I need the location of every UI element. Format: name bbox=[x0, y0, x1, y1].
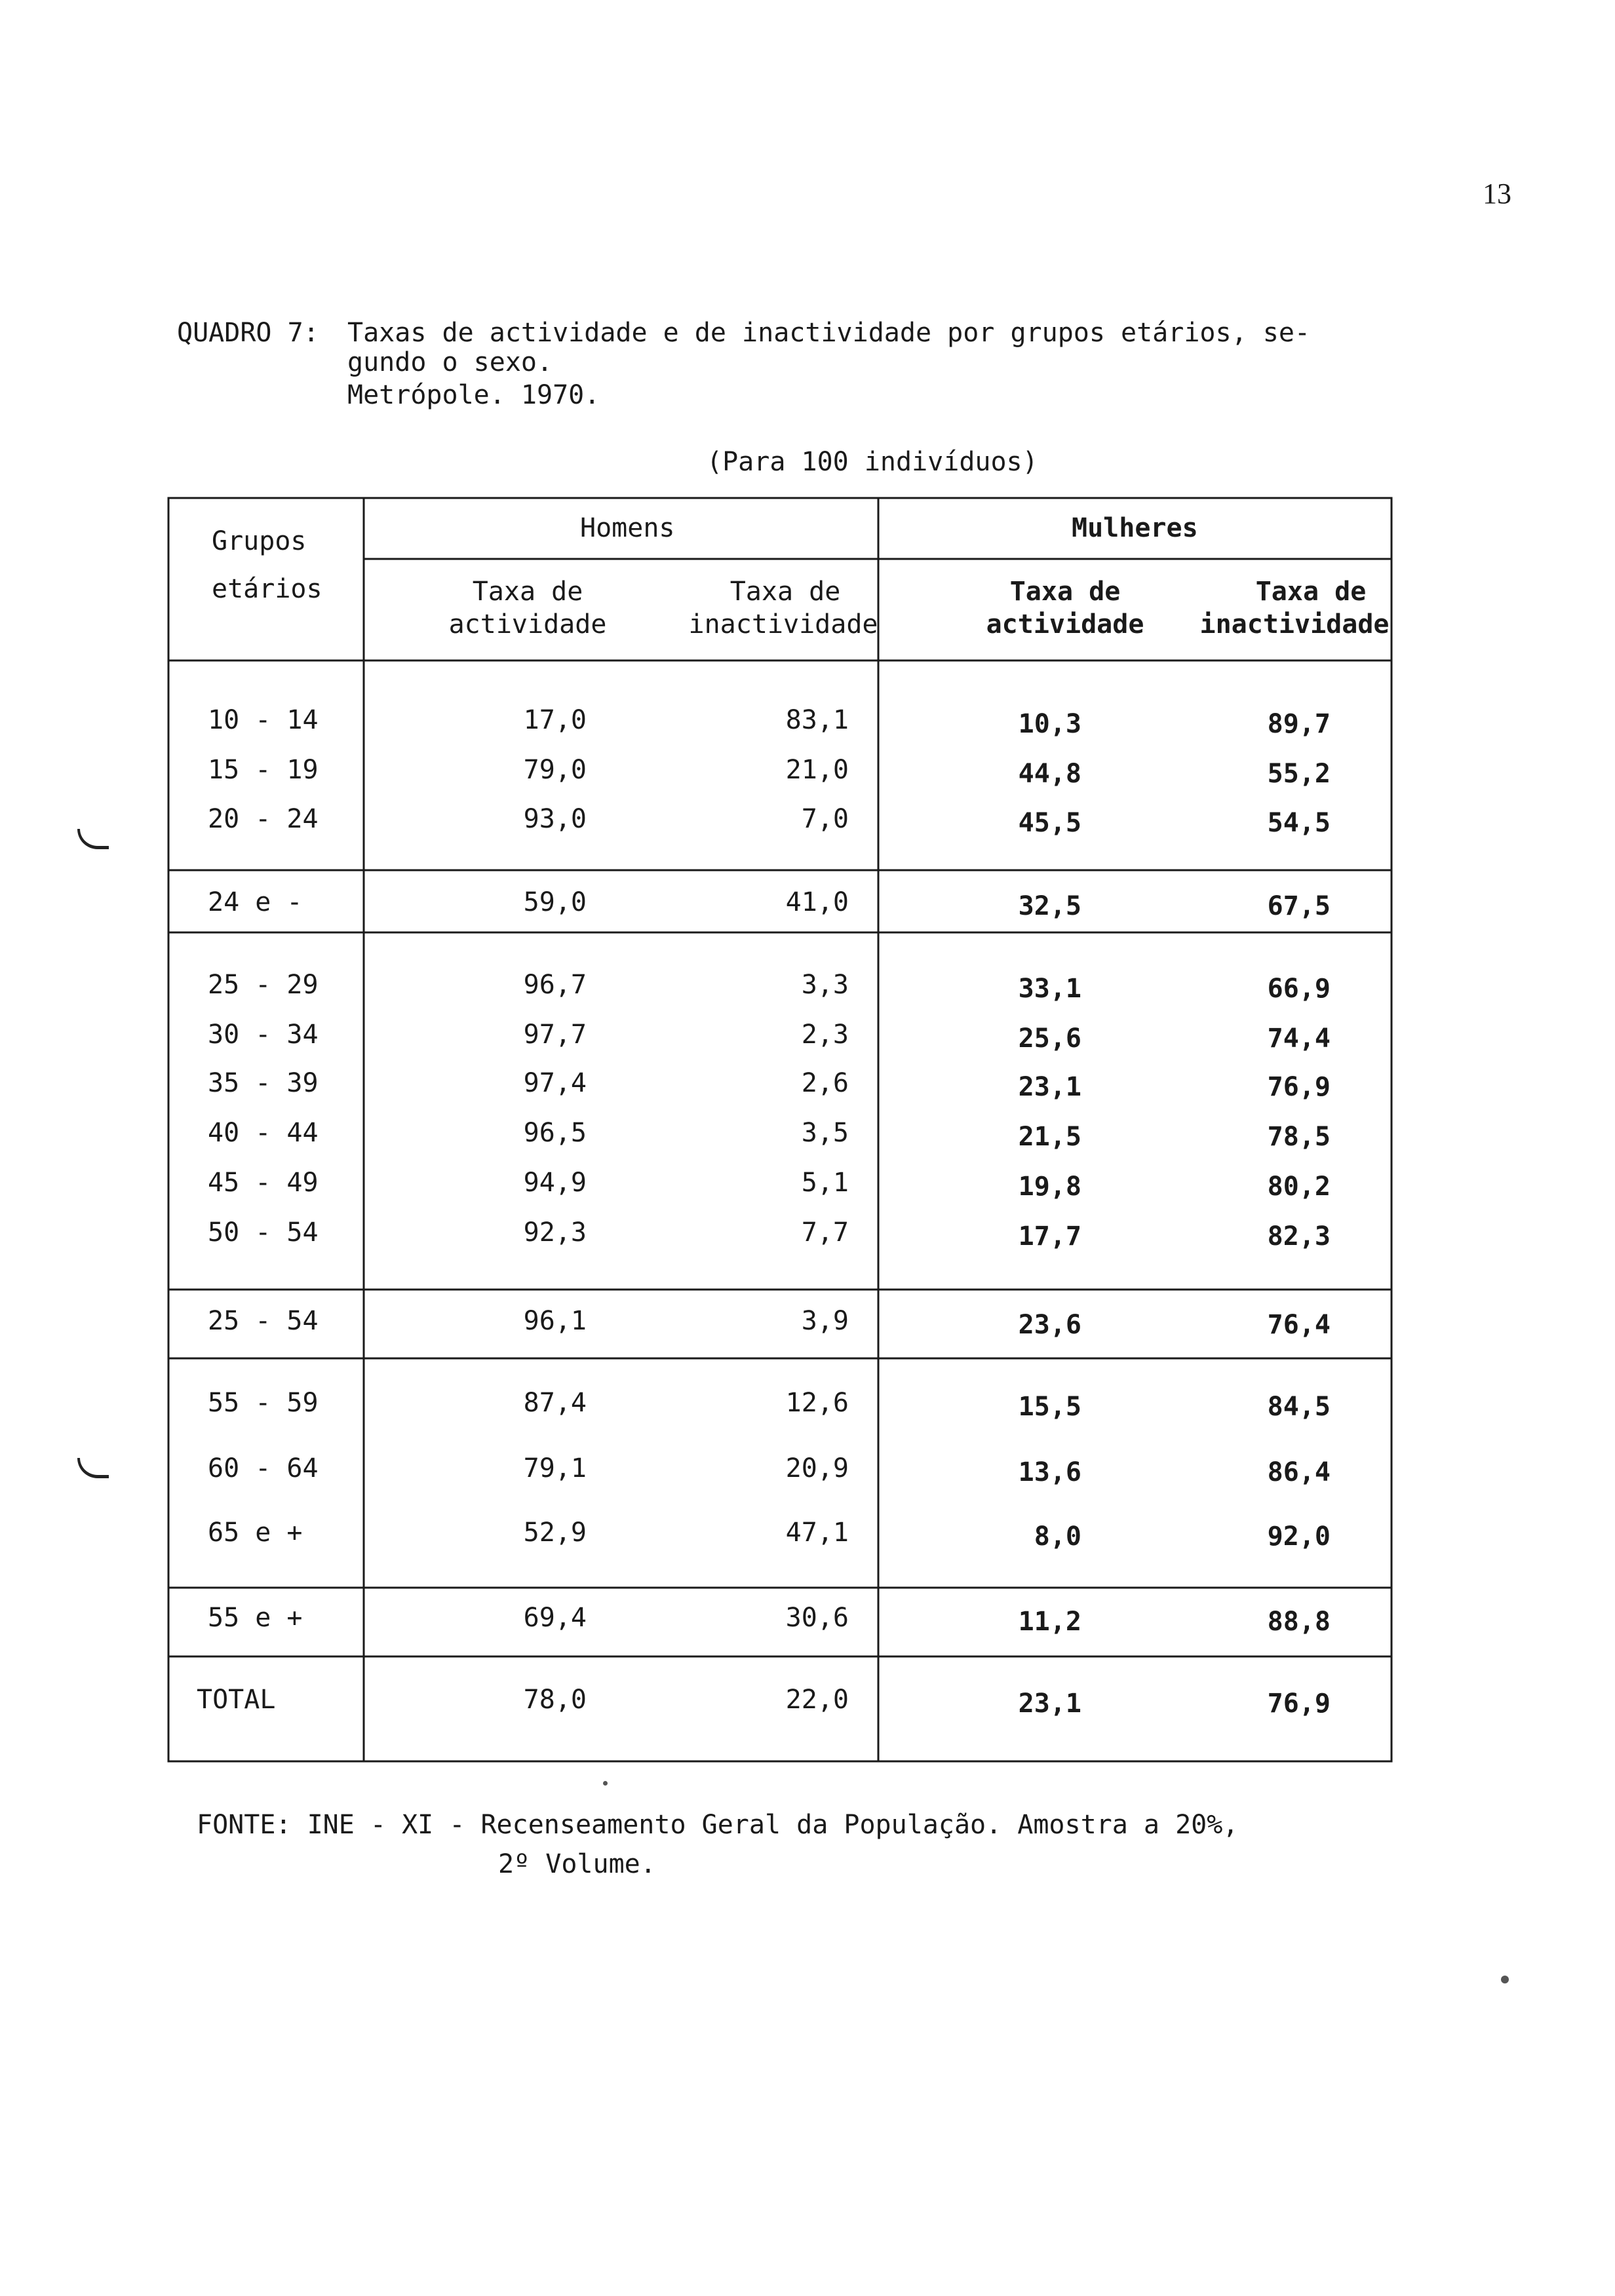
cell-homens-activity: 69,4 bbox=[523, 1603, 587, 1633]
cell-age-group: 55 - 59 bbox=[208, 1388, 319, 1418]
cell-age-group: 30 - 34 bbox=[208, 1020, 319, 1050]
cell-age-group: 25 - 29 bbox=[208, 970, 319, 1000]
cell-homens-activity: 87,4 bbox=[523, 1388, 587, 1418]
cell-homens-activity: 96,5 bbox=[523, 1118, 587, 1148]
cell-homens-activity: 17,0 bbox=[523, 705, 587, 735]
cell-age-group: 45 - 49 bbox=[208, 1168, 319, 1198]
cell-mulheres-activity: 33,1 bbox=[1018, 974, 1081, 1004]
cell-mulheres-inactivity: 66,9 bbox=[1267, 974, 1331, 1004]
cell-homens-inactivity: 21,0 bbox=[785, 755, 849, 785]
cell-age-group: 15 - 19 bbox=[208, 755, 319, 785]
cell-mulheres-inactivity: 78,5 bbox=[1267, 1122, 1331, 1152]
group-header-homens: Homens bbox=[580, 513, 675, 543]
cell-homens-activity: 78,0 bbox=[523, 1685, 587, 1715]
cell-homens-inactivity: 2,3 bbox=[801, 1020, 849, 1050]
punch-hole-mark bbox=[77, 1458, 109, 1478]
cell-mulheres-inactivity: 92,0 bbox=[1267, 1521, 1331, 1552]
cell-homens-inactivity: 5,1 bbox=[801, 1168, 849, 1198]
cell-mulheres-activity: 13,6 bbox=[1018, 1457, 1081, 1487]
cell-mulheres-activity: 45,5 bbox=[1018, 808, 1081, 838]
cell-mulheres-inactivity: 88,8 bbox=[1267, 1607, 1331, 1637]
subheader-homens-inactivity-2: inactividade bbox=[688, 609, 878, 640]
subheader-homens-inactivity-1: Taxa de bbox=[730, 577, 841, 607]
group-header-mulheres: Mulheres bbox=[1072, 513, 1198, 543]
table-caption-line-3: Metrópole. 1970. bbox=[347, 380, 600, 410]
unit-note: (Para 100 indivíduos) bbox=[707, 447, 1038, 477]
cell-homens-activity: 52,9 bbox=[523, 1518, 587, 1548]
cell-homens-activity: 59,0 bbox=[523, 887, 587, 917]
cell-mulheres-inactivity: 76,9 bbox=[1267, 1689, 1331, 1719]
cell-mulheres-activity: 10,3 bbox=[1018, 709, 1081, 739]
cell-homens-inactivity: 41,0 bbox=[785, 887, 849, 917]
cell-mulheres-inactivity: 55,2 bbox=[1267, 759, 1331, 789]
cell-homens-activity: 96,7 bbox=[523, 970, 587, 1000]
cell-homens-inactivity: 3,5 bbox=[801, 1118, 849, 1148]
cell-homens-inactivity: 7,0 bbox=[801, 804, 849, 834]
cell-homens-activity: 94,9 bbox=[523, 1168, 587, 1198]
cell-homens-activity: 79,1 bbox=[523, 1453, 587, 1483]
cell-mulheres-inactivity: 86,4 bbox=[1267, 1457, 1331, 1487]
cell-mulheres-inactivity: 54,5 bbox=[1267, 808, 1331, 838]
cell-age-group: 55 e + bbox=[208, 1603, 303, 1633]
source-note-line-1: FONTE: INE - XI - Recenseamento Geral da População. Amostra a 20%, bbox=[197, 1810, 1239, 1840]
cell-homens-activity: 93,0 bbox=[523, 804, 587, 834]
cell-homens-activity: 92,3 bbox=[523, 1217, 587, 1248]
cell-mulheres-inactivity: 76,4 bbox=[1267, 1310, 1331, 1340]
table-caption-line-1: Taxas de actividade e de inactividade por grupos etários, se- bbox=[347, 318, 1311, 348]
cell-homens-inactivity: 7,7 bbox=[801, 1217, 849, 1248]
cell-age-group: 40 - 44 bbox=[208, 1118, 319, 1148]
subheader-mulheres-inactivity-2: inactividade bbox=[1199, 609, 1390, 640]
cell-mulheres-inactivity: 76,9 bbox=[1267, 1072, 1331, 1102]
cell-age-group: 65 e + bbox=[208, 1518, 303, 1548]
table-caption-line-2: gundo o sexo. bbox=[347, 347, 553, 377]
cell-homens-inactivity: 3,3 bbox=[801, 970, 849, 1000]
cell-age-group: 50 - 54 bbox=[208, 1217, 319, 1248]
cell-mulheres-activity: 23,6 bbox=[1018, 1310, 1081, 1340]
scan-speck bbox=[603, 1781, 608, 1786]
cell-homens-inactivity: 22,0 bbox=[785, 1685, 849, 1715]
source-note-line-2: 2º Volume. bbox=[498, 1849, 656, 1879]
cell-homens-inactivity: 30,6 bbox=[785, 1603, 849, 1633]
page-number: 13 bbox=[1483, 178, 1511, 210]
cell-mulheres-activity: 19,8 bbox=[1018, 1172, 1081, 1202]
cell-age-group: 10 - 14 bbox=[208, 705, 319, 735]
punch-hole-mark bbox=[77, 829, 109, 849]
cell-mulheres-activity: 44,8 bbox=[1018, 759, 1081, 789]
cell-homens-activity: 96,1 bbox=[523, 1306, 587, 1336]
cell-homens-inactivity: 83,1 bbox=[785, 705, 849, 735]
cell-age-group: 25 - 54 bbox=[208, 1306, 319, 1336]
cell-mulheres-inactivity: 82,3 bbox=[1267, 1221, 1331, 1252]
row-header-line-2: etários bbox=[212, 574, 322, 604]
subheader-homens-activity-1: Taxa de bbox=[472, 577, 583, 607]
subheader-mulheres-activity-1: Taxa de bbox=[1009, 577, 1121, 607]
cell-mulheres-activity: 32,5 bbox=[1018, 891, 1081, 921]
subheader-mulheres-inactivity-1: Taxa de bbox=[1255, 577, 1367, 607]
cell-homens-inactivity: 47,1 bbox=[785, 1518, 849, 1548]
scan-speck bbox=[1501, 1976, 1509, 1983]
cell-mulheres-inactivity: 74,4 bbox=[1267, 1024, 1331, 1054]
subheader-mulheres-activity-2: actividade bbox=[986, 609, 1144, 640]
cell-age-group: 35 - 39 bbox=[208, 1068, 319, 1098]
cell-age-group: 20 - 24 bbox=[208, 804, 319, 834]
cell-mulheres-activity: 23,1 bbox=[1018, 1689, 1081, 1719]
cell-mulheres-activity: 8,0 bbox=[1034, 1521, 1081, 1552]
cell-age-group: 60 - 64 bbox=[208, 1453, 319, 1483]
cell-homens-activity: 79,0 bbox=[523, 755, 587, 785]
cell-mulheres-inactivity: 84,5 bbox=[1267, 1392, 1331, 1422]
cell-mulheres-activity: 25,6 bbox=[1018, 1024, 1081, 1054]
cell-age-group: 24 e - bbox=[208, 887, 303, 917]
cell-homens-inactivity: 20,9 bbox=[785, 1453, 849, 1483]
table-caption-label: QUADRO 7: bbox=[177, 318, 319, 348]
cell-mulheres-activity: 21,5 bbox=[1018, 1122, 1081, 1152]
cell-mulheres-inactivity: 67,5 bbox=[1267, 891, 1331, 921]
cell-mulheres-inactivity: 89,7 bbox=[1267, 709, 1331, 739]
cell-homens-activity: 97,7 bbox=[523, 1020, 587, 1050]
cell-homens-inactivity: 3,9 bbox=[801, 1306, 849, 1336]
subheader-homens-activity-2: actividade bbox=[448, 609, 607, 640]
cell-age-group: TOTAL bbox=[197, 1685, 276, 1715]
activity-rates-table bbox=[167, 497, 1393, 1763]
cell-mulheres-activity: 23,1 bbox=[1018, 1072, 1081, 1102]
cell-mulheres-activity: 11,2 bbox=[1018, 1607, 1081, 1637]
cell-mulheres-activity: 17,7 bbox=[1018, 1221, 1081, 1252]
cell-mulheres-activity: 15,5 bbox=[1018, 1392, 1081, 1422]
cell-homens-inactivity: 12,6 bbox=[785, 1388, 849, 1418]
cell-mulheres-inactivity: 80,2 bbox=[1267, 1172, 1331, 1202]
cell-homens-inactivity: 2,6 bbox=[801, 1068, 849, 1098]
row-header-line-1: Grupos bbox=[212, 526, 307, 556]
cell-homens-activity: 97,4 bbox=[523, 1068, 587, 1098]
